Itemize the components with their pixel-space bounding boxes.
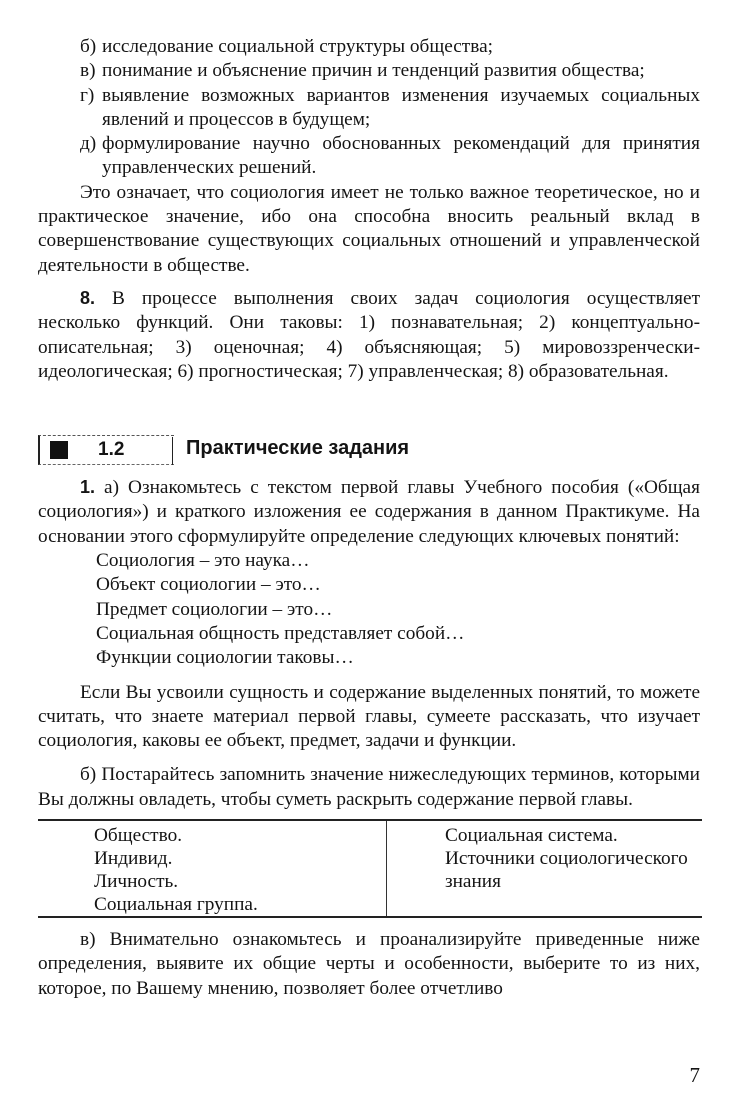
paragraph-definitions-task: в) Внимательно ознакомьтесь и проанализируйте приведенные ниже определения, выявите их общие черты и особенности, выберите то из них, которое, по Вашему мнению, позволяет более отчетливо [38, 929, 700, 999]
list-item [38, 84, 700, 133]
page-content [38, 35, 700, 1001]
list-text: формулирование научно обоснованных рекомендаций для принятия управленческих решений. [102, 133, 700, 179]
paragraph-terms-intro: б) Постарайтесь запомнить значение нижеследующих терминов, которыми Вы должны овладеть, чтобы суметь раскрыть содержание первой главы. [38, 764, 700, 810]
definition-item: Социология – это наука… [96, 550, 310, 572]
paragraph-meaning: Это означает, что социология имеет не только важное теоретическое, но и практическое значение, ибо она способна вносить реальный вклад в совершенствование существующих социальных отношений и управленческой деятельности в обществе. [38, 181, 700, 276]
section-number-box [38, 435, 174, 465]
list-item [38, 59, 700, 83]
paragraph-text: В процессе выполнения своих задач социология осуществляет несколько функций. Они таковы: 1) познавательная; 2) концептуально-описательная; 3) оценочная; 4) объясняющая; 5) мировоззренчески-идеологическая; 6) прогностическая; 7) управленческая; 8) образовательная. [38, 287, 700, 382]
section-divider [172, 437, 173, 465]
term-item: Источники социологического знания [445, 848, 688, 893]
definitions-list [38, 549, 700, 670]
term-item: Личность. [94, 871, 179, 893]
list-marker: д) [80, 133, 97, 155]
list-marker: г) [80, 84, 95, 106]
definition-item: Объект социологии – это… [96, 574, 321, 596]
section-heading [38, 435, 700, 467]
terms-column-left [38, 820, 387, 917]
task-1-paragraph [38, 475, 700, 549]
paragraph-number: 8. [80, 287, 96, 308]
list-text: исследование социальной структуры общества; [102, 36, 493, 57]
task-text: а) Ознакомьтесь с текстом первой главы Учебного пособия («Общая социология») и краткого изложения ее содержания в данном Практикуме. На основании этого сформулируйте определение следующих ключевых понятий: [38, 477, 700, 547]
term-item: Социальная группа. [94, 894, 258, 916]
term-item: Индивид. [94, 848, 173, 870]
list-marker: в) [80, 60, 96, 82]
list-item [38, 35, 700, 59]
page-number: 7 [689, 1063, 700, 1087]
paragraph-functions [38, 286, 700, 384]
section-number: 1.2 [98, 439, 125, 461]
list-marker: б) [80, 36, 97, 57]
term-item: Социальная система. [445, 825, 618, 847]
task-number: 1. [80, 477, 96, 498]
list-text: понимание и объяснение причин и тенденций развития общества; [102, 60, 645, 82]
list-item [38, 132, 700, 181]
definition-item: Социальная общность представляет собой… [96, 622, 465, 644]
paragraph-mastery: Если Вы усвоили сущность и содержание выделенных понятий, то можете считать, что знаете материал первой главы, сумеете рассказать, что изучает социология, каковы ее объект, предмет, задачи и функции. [38, 681, 700, 752]
section-title: Практические задания [186, 437, 410, 460]
definition-item: Предмет социологии – это… [96, 598, 333, 620]
goals-list [38, 35, 700, 181]
terms-table [38, 819, 702, 918]
term-item: Общество. [94, 825, 183, 847]
definition-item: Функции социологии таковы… [96, 647, 354, 669]
list-text: выявление возможных вариантов изменения изучаемых социальных явлений и процессов в будущем; [102, 84, 700, 130]
black-square-icon [50, 441, 68, 459]
terms-column-right [387, 820, 703, 917]
